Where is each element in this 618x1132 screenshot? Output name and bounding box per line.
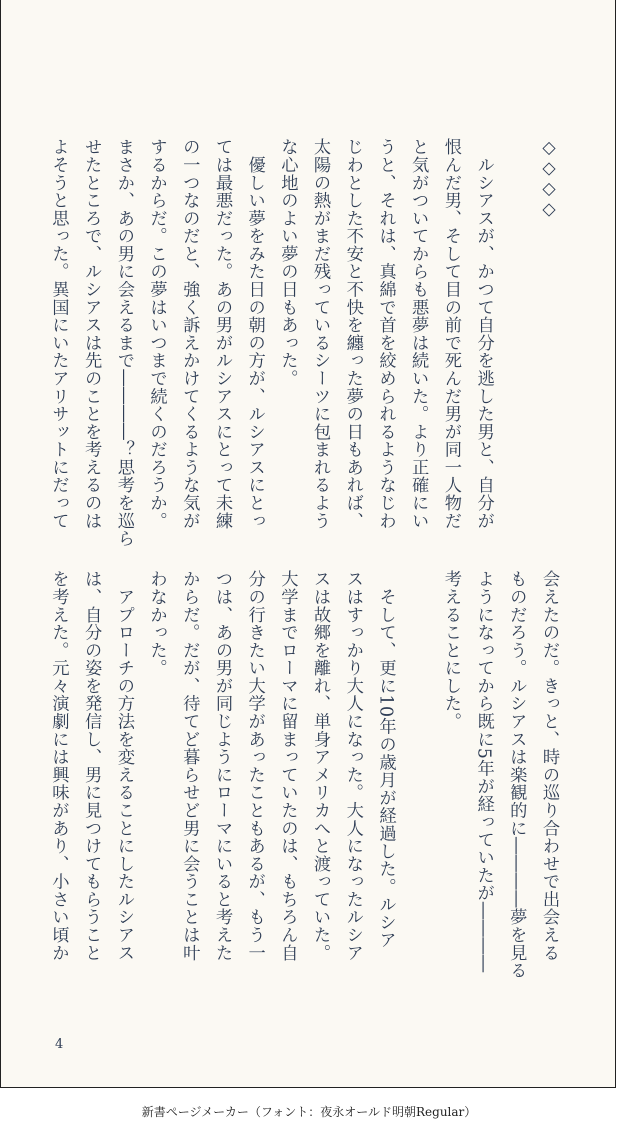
text-line: そして、更に10年の歳月が経過した。ルシア bbox=[375, 570, 396, 949]
text-line: 分の行きたい大学があったこともあるが、もう一 bbox=[244, 570, 265, 962]
text-line: わなかった。 bbox=[146, 570, 167, 677]
text-line: ものだろう。ルシアスは楽観的に――――夢を見る bbox=[506, 570, 527, 980]
text-line: の一つなのだと、強く訴えかけてくるような気が bbox=[179, 138, 200, 530]
text-line: まさか、あの男に会えるまで――――？思考を巡ら bbox=[113, 138, 134, 548]
text-line: するからだ。この夢はいつまで続くのだろうか。 bbox=[146, 138, 167, 530]
text-line: ◇◇◇◇ bbox=[539, 138, 559, 220]
text-line: じわとした不安と不快を纏った夢の日もあれば、 bbox=[342, 138, 363, 530]
text-line: せたところで、ルシアスは先のことを考えるのは bbox=[81, 138, 102, 530]
text-line: うと、それは、真綿で首を絞められるようなじわ bbox=[375, 138, 396, 530]
text-line bbox=[500, 138, 533, 538]
text-line: 恨んだ男、そして目の前で死んだ男が同一人物だ bbox=[440, 138, 461, 530]
text-line: ようになってから既に5年が経っていたが―――― bbox=[473, 570, 494, 973]
text-line bbox=[401, 570, 434, 980]
text-line: アプローチの方法を変えることにしたルシアス bbox=[113, 570, 134, 962]
text-line: スはすっかり大人になった。大人になったルシア bbox=[342, 570, 363, 962]
text-line: 太陽の熱がまだ残っているシーツに包まれるよう bbox=[310, 138, 331, 530]
text-line: を考えた。元々演劇には興味があり、小さい頃か bbox=[48, 570, 69, 962]
text-line: と気がついてからも悪夢は続いた。より正確にい bbox=[408, 138, 429, 530]
footer-credit: 新書ページメーカー（フォント：夜永オールド明朝Regular） bbox=[141, 1105, 477, 1119]
text-line: つは、あの男が同じようにローマにいると考えた bbox=[211, 570, 232, 962]
text-line: 優しい夢をみた日の朝の方が、ルシアスにとっ bbox=[244, 138, 265, 530]
page-number: 4 bbox=[55, 1037, 64, 1052]
text-line: からだ。だが、待てど暮らせど男に会うことは叶 bbox=[179, 570, 200, 962]
text-line: スは故郷を離れ、単身アメリカへと渡っていた。 bbox=[310, 570, 331, 962]
text-line: は、自分の姿を発信し、男に見つけてもらうこと bbox=[81, 570, 102, 962]
text-block-top bbox=[42, 138, 565, 548]
text-line: 会えたのだ。きっと、時の巡り合わせで出会える bbox=[539, 570, 559, 962]
text-block-bottom bbox=[42, 570, 565, 980]
text-line: 大学までローマに留まっていたのは、もちろん自 bbox=[277, 570, 298, 962]
text-line: 考えることにした。 bbox=[440, 570, 461, 731]
text-line: な心地のよい夢の日もあった。 bbox=[277, 138, 298, 388]
text-line: よそうと思った。異国にいたアリサットにだって bbox=[48, 138, 69, 530]
text-line: ルシアスが、かつて自分を逃した男と、自分が bbox=[473, 138, 494, 530]
text-line: ては最悪だった。あの男がルシアスにとって未練 bbox=[211, 138, 232, 530]
